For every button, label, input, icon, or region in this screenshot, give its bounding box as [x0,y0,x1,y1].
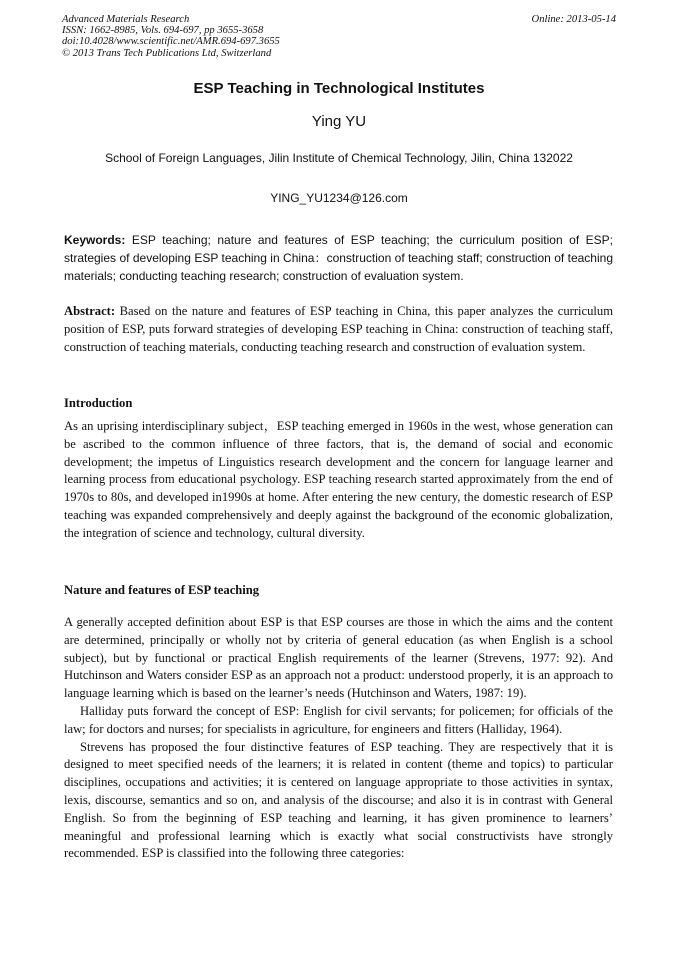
journal-header [62,14,616,59]
abstract-label: Abstract: [64,304,116,318]
author-email: YING_YU1234@126.com [270,191,408,205]
nature-heading: Nature and features of ESP teaching [64,583,260,597]
abstract-block [64,303,613,356]
abstract-text: Based on the nature and features of ESP teaching in China, this paper analyzes the curriculum position of ESP, puts forward strategies of developing ESP teaching in China: construction of teaching staff, construction of teaching materials, conducting teaching research and construction of evaluation system. [64,304,614,354]
keywords-text: ESP teaching; nature and features of ESP teaching; the curriculum position of ESP; strategies of developing ESP teaching in China：construction of teaching staff; construction of teaching materials; conducting teaching research; construction of evaluation system. [64,233,613,283]
journal-name: Advanced Materials Research [62,14,190,25]
paper-author: Ying YU [311,113,367,130]
online-date: Online: 2013-05-14 [531,14,616,25]
keywords-label: Keywords: [64,233,126,247]
nature-paragraph: Strevens has proposed the four distinctive features of ESP teaching. They are respectively that it is designed to meet specified needs of the learners; it is related in content (theme and topics) to particular disciplines, occupations and activities; it is centered on language appropriate to those activities in syntax, lexis, discourse, semantics and so on, and analysis of the discourse; and also it is in contrast with General English. So from the beginning of ESP teaching and learning, it has given prominence to learners’ meaningful and professional learning which is exactly what social constructivists have strongly recommended. ESP is classified into the following three categories: [64,739,613,861]
nature-section [64,614,613,863]
author-affiliation: School of Foreign Languages, Jilin Institute of Chemical Technology, Jilin, China 132022 [105,151,573,165]
journal-issn: ISSN: 1662-8985, Vols. 694-697, pp 3655-3658 [62,25,264,37]
journal-copyright: © 2013 Trans Tech Publications Ltd, Switzerland [62,47,272,59]
keywords-block [64,231,613,285]
nature-paragraph: Halliday puts forward the concept of ESP: English for civil servants; for policemen; for officials of the law; for doctors and nurses; for specialists in agriculture, for engineers and fitters (Halliday, 1964). [64,703,613,736]
introduction-heading: Introduction [64,396,133,410]
journal-doi: doi:10.4028/www.scientific.net/AMR.694-697.3655 [62,36,280,48]
nature-paragraph: A generally accepted definition about ESP is that ESP courses are those in which the aims and the content are determined, principally or wholly not by criteria of general education (as when English is a school subject), but by functional or practical English requirements of the learner (Strevens, 1977: 92). And Hutchinson and Waters consider ESP as an approach not a product: understood properly, it is an approach to language learning which is based on the learner’s needs (Hutchinson and Waters, 1987: 19). [64,615,613,701]
introduction-text: As an uprising interdisciplinary subject，ESP teaching emerged in 1960s in the west, whose generation can be ascribed to the common influence of three factors, that is, the demand of social and economic development; the impetus of Linguistics research development and the concern for language learner and learning process from educational psychology. ESP teaching research started approximately from the end of 1970s to 80s, and developed in1990s at home. After entering the new century, the domestic research of ESP teaching was expanded comprehensively and deeply against the background of the economic globalization, the integration of science and technology, cultural diversity. [64,419,613,540]
paper-title: ESP Teaching in Technological Institutes [193,80,485,97]
